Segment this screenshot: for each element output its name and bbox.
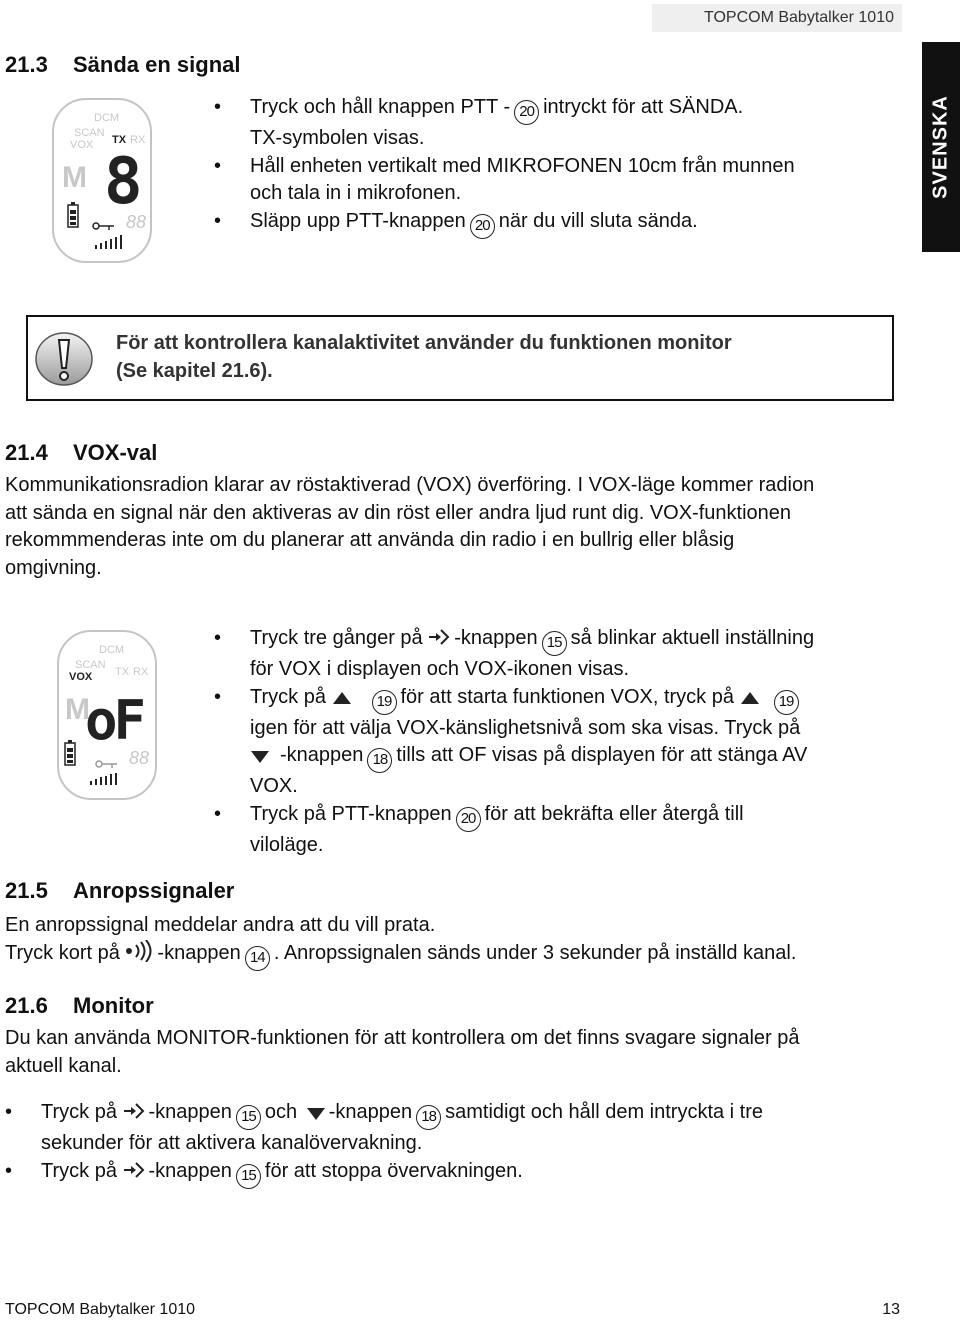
lcd-signal-bars-icon [94, 234, 124, 250]
section-title: Monitor [73, 993, 154, 1018]
button-number-18: 18 [367, 748, 392, 773]
text: för att bekräfta eller återgå till [484, 802, 744, 825]
text: -knappen [454, 627, 538, 649]
text: -knappen [148, 1159, 232, 1182]
lcd-dcm-label: DCM [99, 644, 125, 656]
text: aktuell kanal. [5, 1054, 122, 1077]
lcd-memory-icon: M [65, 693, 90, 726]
menu-arrow-icon [123, 1160, 149, 1180]
text: Tryck på PTT-knappen [250, 802, 452, 825]
text: Kommunikationsradion klarar av röstaktiverad (VOX) överföring. I VOX-läge kommer radion [5, 474, 815, 496]
text: Tryck på [41, 1159, 117, 1182]
footer-title: TOPCOM Babytalker 1010 [5, 1301, 196, 1318]
text: Håll enheten vertikalt med MIKROFONEN 10cm från munnen [250, 154, 795, 177]
section-title: VOX-val [73, 440, 158, 465]
lcd-vox-label: VOX [69, 671, 93, 683]
text: . Anropssignalen sänds under 3 sekunder på inställd kanal. [273, 941, 797, 964]
list-item [214, 684, 914, 801]
text: att sända en signal när den aktiveras av din röst eller andra ljud runt dig. VOX-funktionen [5, 501, 792, 524]
warning-exclamation-icon [33, 330, 95, 388]
text: VOX. [250, 775, 298, 797]
button-number-20: 20 [470, 214, 495, 239]
text: -knappen [328, 1101, 413, 1123]
text: Tryck och håll knappen PTT - [250, 96, 511, 118]
button-number-14: 14 [245, 946, 270, 971]
button-number-20: 20 [514, 100, 539, 125]
list-item [214, 208, 914, 239]
bullet-list-21-4 [214, 625, 914, 859]
text: för att stoppa övervakningen. [264, 1159, 523, 1182]
language-tab [922, 42, 960, 252]
lcd-battery-icon [67, 202, 79, 228]
bullet-list-21-6 [5, 1099, 905, 1189]
menu-arrow-icon [123, 1101, 149, 1121]
text: rekommmenderas inte om du planerar att använda din radio i en bullrig eller blåsig [5, 529, 735, 551]
text: omgivning. [5, 556, 102, 579]
button-number-19: 19 [774, 690, 799, 715]
list-item [5, 1099, 905, 1158]
text: -knappen [148, 1101, 232, 1123]
section-title: Anropssignaler [73, 878, 235, 903]
lcd-key-lock-icon [95, 759, 119, 769]
down-arrow-icon [303, 1105, 329, 1121]
text: viloläge. [250, 833, 324, 856]
lcd-rx-label: RX [130, 134, 146, 146]
text: För att kontrollera kanalaktivitet använder du funktionen monitor [116, 332, 732, 354]
section-number: 21.4 [5, 440, 48, 465]
text: tills att OF visas på displayen för att stänga AV [396, 744, 808, 766]
up-arrow-icon [740, 690, 770, 706]
section-title: Sända en signal [73, 52, 241, 77]
list-item [214, 801, 914, 860]
lcd-channel-digit: 8 [104, 145, 143, 219]
text: -knappen [157, 941, 241, 964]
header-bar [652, 4, 902, 32]
section-number: 21.3 [5, 52, 48, 77]
text: och [264, 1101, 298, 1123]
text: samtidigt och håll dem intryckta i tre [445, 1101, 764, 1123]
section-heading-21-3 [5, 51, 241, 79]
lcd-display-vox [57, 630, 157, 800]
text: för att starta funktionen VOX, tryck på [400, 685, 734, 708]
lcd-small-digits: 88 [126, 212, 147, 232]
lcd-scan-label: SCAN [74, 127, 105, 139]
page-number: 13 [882, 1301, 900, 1318]
lcd-scan-label: SCAN [75, 659, 106, 671]
lcd-display-tx [52, 98, 152, 263]
button-number-15: 15 [236, 1164, 261, 1189]
up-arrow-icon [332, 690, 368, 706]
text: En anropssignal meddelar andra att du vill prata. [5, 914, 436, 936]
button-number-18: 18 [416, 1105, 441, 1130]
text: -knappen [280, 744, 364, 766]
text: igen för att välja VOX-känslighetsnivå som ska visas. Tryck på [250, 716, 801, 739]
list-item [214, 625, 914, 684]
text: intryckt för att SÄNDA. [543, 96, 744, 118]
lcd-tx-label: TX [115, 666, 130, 678]
header-title: TOPCOM Babytalker 1010 [703, 9, 894, 26]
text: Tryck kort på [5, 941, 120, 964]
text: Tryck tre gånger på [250, 627, 423, 649]
call-signal-icon [125, 940, 157, 962]
text: för VOX i displayen och VOX-ikonen visas. [250, 658, 630, 680]
text: så blinkar aktuell inställning [570, 627, 815, 649]
bullet-list-21-3 [214, 94, 914, 239]
lcd-small-digits: 88 [129, 748, 150, 768]
text: och tala in i mikrofonen. [250, 182, 462, 204]
section-heading-21-5 [5, 877, 234, 905]
call-signal-paragraph [5, 912, 905, 971]
list-item [5, 1158, 905, 1189]
lcd-battery-icon [64, 740, 76, 766]
lcd-off-indicator: oF [85, 689, 143, 752]
button-number-19: 19 [372, 690, 397, 715]
text: (Se kapitel 21.6). [116, 359, 273, 382]
lcd-memory-icon: M [62, 161, 87, 194]
lcd-vox-label: VOX [70, 139, 94, 151]
section-heading-21-6 [5, 992, 154, 1020]
lcd-tx-label: TX [112, 134, 127, 146]
list-item [214, 153, 914, 208]
lcd-key-lock-icon [92, 221, 116, 231]
note-box [26, 315, 894, 401]
monitor-paragraph [5, 1025, 905, 1080]
text: Släpp upp PTT-knappen [250, 209, 466, 232]
lcd-rx-label: RX [133, 666, 149, 678]
section-heading-21-4 [5, 439, 157, 467]
text: Tryck på [250, 685, 326, 708]
list-item [214, 94, 914, 153]
text: när du vill sluta sända. [498, 209, 698, 232]
text: Tryck på [41, 1101, 117, 1123]
button-number-20: 20 [456, 807, 481, 832]
button-number-15: 15 [542, 631, 567, 656]
lcd-signal-bars-icon [89, 772, 121, 786]
text: Du kan använda MONITOR-funktionen för att kontrollera om det finns svagare signaler på [5, 1027, 800, 1049]
vox-intro-paragraph [5, 472, 905, 582]
section-number: 21.5 [5, 878, 48, 903]
section-number: 21.6 [5, 993, 48, 1018]
menu-arrow-icon [428, 627, 454, 647]
down-arrow-icon [250, 748, 280, 764]
text: TX-symbolen visas. [250, 127, 425, 149]
lcd-dcm-label: DCM [94, 112, 120, 124]
text: sekunder för att aktivera kanalövervakning. [41, 1132, 423, 1154]
note-text [116, 330, 856, 385]
button-number-15: 15 [236, 1105, 261, 1130]
language-tab-label: SVENSKA [929, 95, 952, 199]
